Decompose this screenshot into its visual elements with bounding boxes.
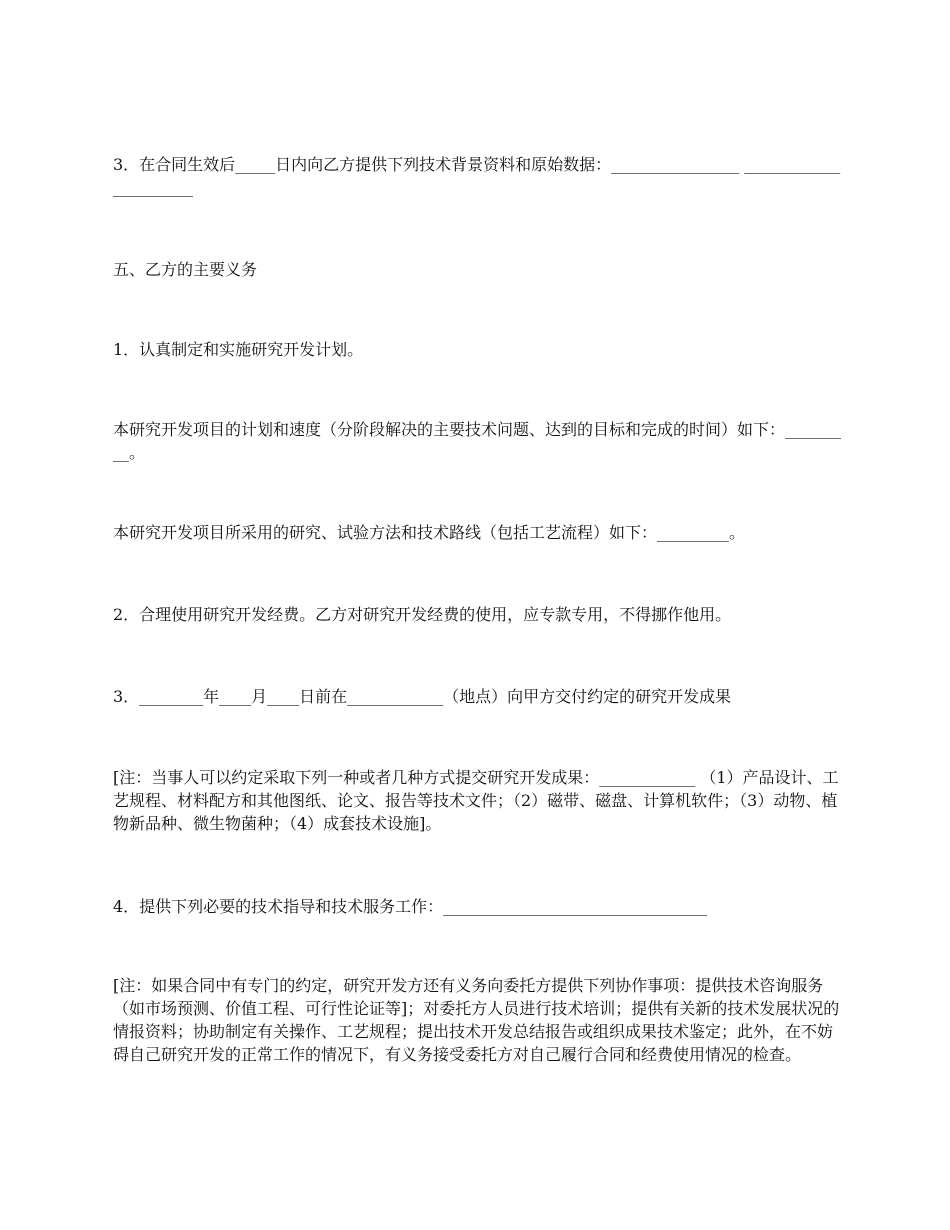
paragraph-clause-3-delivery: 3．________年____月____日前在____________（地点）向甲方交付约定的研究开发成果	[113, 687, 732, 706]
paragraph-clause-4-technical-guidance: 4．提供下列必要的技术指导和技术服务工作：_________________________________	[113, 897, 708, 916]
paragraph-note-delivery-methods: [注：当事人可以约定采取下列一种或者几种方式提交研究开发成果：____________ （1）产品设计、工艺规程、材料配方和其他图纸、论文、报告等技术文件；（2）磁带、磁盘、计算机软件；（3）动物、植物新品种、微生物菌种；（4）成套技术设施]。	[113, 768, 839, 833]
paragraph-clause-1-research-plan: 1．认真制定和实施研究开发计划。	[113, 340, 364, 359]
paragraph-clause-2-funds-use: 2．合理使用研究开发经费。乙方对研究开发经费的使用，应专款专用，不得挪作他用。	[113, 605, 732, 624]
paragraph-methods-route: 本研究开发项目所采用的研究、试验方法和技术路线（包括工艺流程）如下：_________。	[113, 523, 746, 542]
paragraph-note-cooperation: [注：如果合同中有专门的约定，研究开发方还有义务向委托方提供下列协作事项：提供技术咨询服务（如市场预测、价值工程、可行性论证等]；对委托方人员进行技术培训；提供有关新的技术发展状况的情报资料；协助制定有关操作、工艺规程；提出技术开发总结报告或组织成果技术鉴定；此外，在不妨碍自己研究开发的正常工作的情况下，有义务接受委托方对自己履行合同和经费使用情况的检查。	[113, 976, 840, 1064]
section-heading-party-b-obligations: 五、乙方的主要义务	[113, 260, 258, 279]
paragraph-plan-schedule: 本研究开发项目的计划和速度（分阶段解决的主要技术问题、达到的目标和完成的时间）如下：_________。	[113, 420, 842, 462]
paragraph-clause-3-background-data: 3．在合同生效后_____日内向乙方提供下列技术背景资料和原始数据：________________ ______________________	[113, 155, 841, 197]
